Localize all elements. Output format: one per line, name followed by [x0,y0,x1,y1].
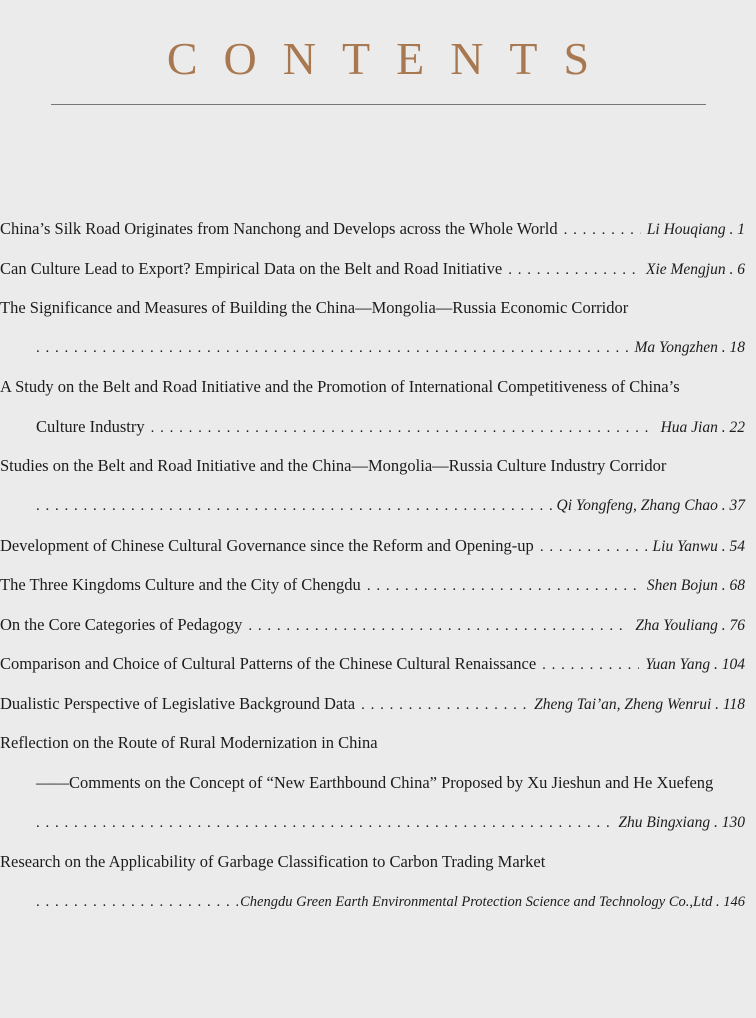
leader-dots [564,216,641,244]
entry-title: The Three Kingdoms Culture and the City of Chengdu [0,575,361,594]
page-title: CONTENTS [166,33,616,84]
toc-entry[interactable] [0,848,745,876]
leader-dots [361,691,528,719]
entry-page: 54 [729,538,745,555]
toc-entry[interactable] [0,611,745,639]
leader-dots [540,533,647,561]
toc-entry[interactable] [0,452,745,480]
toc-entry-continuation[interactable] [36,809,745,837]
entry-author-page: Li Houqiang . 1 [646,221,745,238]
entry-author-page: Hua Jian . 22 [660,419,745,436]
toc-entry[interactable] [0,255,745,283]
entry-page: 130 [721,814,745,831]
entry-author: Xie Mengjun [645,261,726,278]
entry-title: Development of Chinese Cultural Governance since the Reform and Opening-up [0,536,534,555]
entry-author: Ma Yongzhen [634,339,718,356]
entry-author: Hua Jian [660,419,718,436]
leader-dots [36,334,632,362]
entry-title-continued: Culture Industry [36,417,145,436]
entry-title: The Significance and Measures of Building the China—Mongolia—Russia Economic Corridor [0,298,629,317]
toc-entry-continuation[interactable] [36,334,745,362]
entry-author: Li Houqiang [646,221,726,238]
toc-entry[interactable] [0,215,745,243]
entry-page: 37 [729,497,745,514]
leader-dots [151,414,655,442]
toc-entry[interactable] [0,373,745,401]
entry-page: 18 [729,339,745,356]
entry-author-page: Zhu Bingxiang . 130 [618,814,745,831]
entry-page: 118 [722,696,745,713]
title-divider [51,104,706,105]
entry-author-page: Xie Mengjun . 6 [645,261,745,278]
leader-dots [248,612,629,640]
entry-author-page: Qi Yongfeng, Zhang Chao . 37 [556,497,745,514]
entry-author: Yuan Yang [645,656,711,673]
entry-author: Zha Youliang [635,617,718,634]
entry-author-page: Zheng Tai’an, Zheng Wenrui . 118 [534,696,745,713]
entry-author: Qi Yongfeng, Zhang Chao [556,497,718,514]
entry-page: 76 [729,617,745,634]
entry-author-page: Ma Yongzhen . 18 [634,339,745,356]
entry-title: Can Culture Lead to Export? Empirical Data on the Belt and Road Initiative [0,259,503,278]
entry-page: 146 [723,894,745,910]
toc-entry[interactable] [0,650,745,678]
toc-entry[interactable] [0,729,745,757]
leader-dots [542,651,639,679]
entry-title: Reflection on the Route of Rural Modernization in China [0,733,378,752]
leader-dots [36,809,616,837]
toc-entry-continuation[interactable] [36,413,745,441]
entry-author-page: Yuan Yang . 104 [645,656,745,673]
entry-author-page: Zha Youliang . 76 [635,617,745,634]
toc-entry-continuation[interactable] [36,492,745,520]
entry-page: 68 [729,577,745,594]
entry-page: 1 [737,221,745,238]
entry-author: Shen Bojun [646,577,718,594]
toc-entry[interactable] [0,571,745,599]
toc-entry-continuation[interactable] [36,888,745,916]
leader-dots [36,492,555,520]
entry-title: Comparison and Choice of Cultural Patterns of the Chinese Cultural Renaissance [0,654,537,673]
entry-author-page: Shen Bojun . 68 [646,577,745,594]
entry-subtitle: ——Comments on the Concept of “New Earthbound China” Proposed by Xu Jieshun and He Xuefeng [36,773,714,792]
entry-title: A Study on the Belt and Road Initiative and the Promotion of International Competitiveness of China’s [0,377,680,396]
toc-entry[interactable] [0,532,745,560]
entry-author: Chengdu Green Earth Environmental Protection Science and Technology Co.,Ltd [240,894,713,910]
leader-dots [36,888,238,916]
toc-entry-subtitle[interactable] [36,769,745,797]
leader-dots [367,572,641,600]
toc-entry[interactable] [0,294,745,322]
entry-title: Dualistic Perspective of Legislative Background Data [0,694,356,713]
entry-author: Zhu Bingxiang [618,814,711,831]
entry-page: 104 [721,656,745,673]
toc-entry[interactable] [0,690,745,718]
entry-title: On the Core Categories of Pedagogy [0,615,243,634]
leader-dots [508,256,640,284]
entry-title: Research on the Applicability of Garbage Classification to Carbon Trading Market [0,852,546,871]
entry-author: Zheng Tai’an, Zheng Wenrui [534,696,712,713]
entry-title: China’s Silk Road Originates from Nanchong and Develops across the Whole World [0,219,558,238]
entry-title: Studies on the Belt and Road Initiative and the China—Mongolia—Russia Culture Industry Corridor [0,456,667,475]
entry-author-page: Liu Yanwu . 54 [652,538,745,555]
entry-author-page: Chengdu Green Earth Environmental Protection Science and Technology Co.,Ltd . 146 [240,894,745,910]
entry-page: 6 [737,261,745,278]
entry-author: Liu Yanwu [652,538,718,555]
entry-page: 22 [729,419,745,436]
